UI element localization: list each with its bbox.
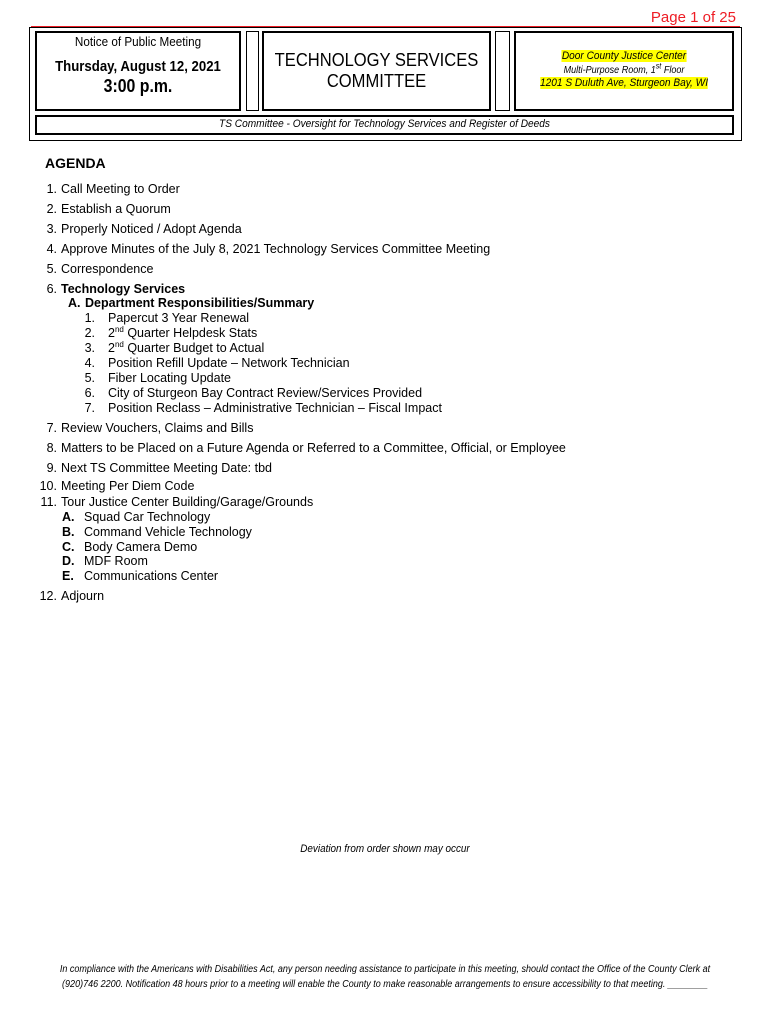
meeting-date: Thursday, August 12, 2021 [55,58,221,75]
header-separator [246,31,259,111]
committee-subtitle: TS Committee - Oversight for Technology Services and Register of Deeds [219,118,550,130]
location-address: 1201 S Duluth Ave, Sturgeon Bay, WI [539,77,709,89]
page-number: Page 1 of 25 [650,9,736,26]
committee-title [271,50,482,92]
committee-title-line1: TECHNOLOGY SERVICES [274,50,479,70]
header-separator [495,31,510,111]
ada-notice-line2: (920)746 2200. Notification 48 hours prior to a meeting will enable the County to make reasonable arrangements to ensure accessibility to that meeting. ________ [62,979,708,990]
location-room: Multi-Purpose Room, 1st Floor [563,61,685,76]
ada-notice-line1: In compliance with the Americans with Disabilities Act, any person needing assistance to participate in this meeting, should contact the Office of the County Clerk at [59,964,711,975]
agenda-heading: AGENDA [45,155,106,171]
notice-label: Notice of Public Meeting [74,34,202,49]
deviation-note: Deviation from order shown may occur [300,843,470,855]
committee-title-line2: COMMITTEE [326,71,427,91]
meeting-time: 3:00 p.m. [103,76,173,96]
location-name: Door County Justice Center [561,50,687,62]
